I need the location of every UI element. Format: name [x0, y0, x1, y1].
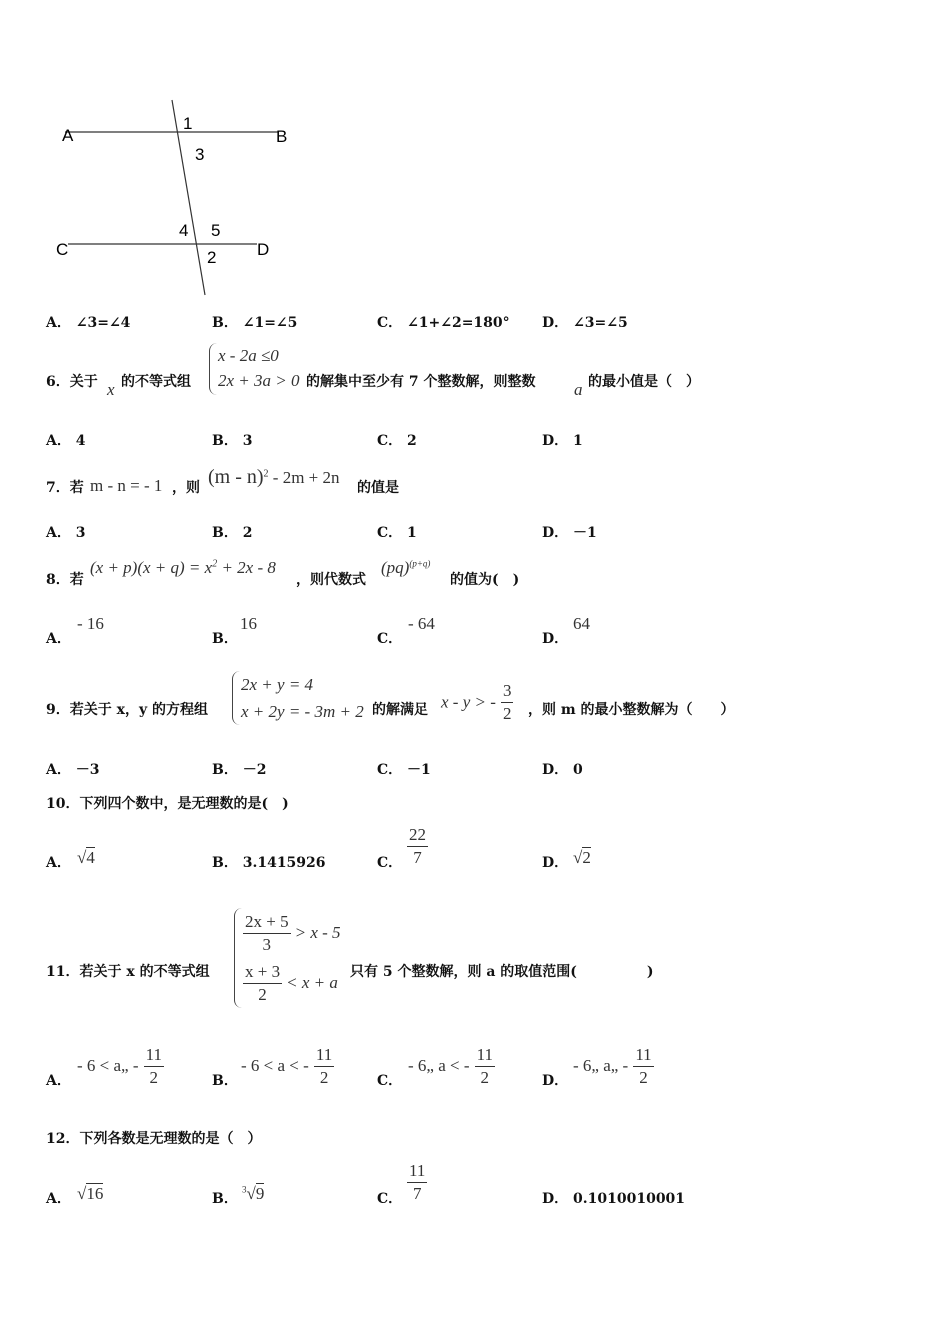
q10-option-d-letter[interactable]: D． — [542, 855, 569, 871]
q9-eq-2: x + 2y = - 3m + 2 — [241, 702, 364, 721]
q8-option-c-value[interactable]: - 64 — [408, 614, 435, 633]
q9-stem-mid: 的解满足 — [372, 702, 428, 718]
q5-option-c[interactable]: C． ∠1+∠2=180° — [377, 315, 510, 331]
q9-option-b[interactable]: B． －2 — [212, 762, 267, 778]
q7-option-b[interactable]: B． 2 — [212, 525, 253, 541]
q6-option-a[interactable]: A． 4 — [46, 433, 86, 449]
parallel-lines-figure — [50, 95, 310, 300]
angle-2: 2 — [207, 248, 217, 267]
q11-stem-prefix: 11．若关于 x 的不等式组 — [46, 964, 210, 980]
q12-option-d[interactable]: D． 0.1010010001 — [542, 1191, 686, 1207]
q5-option-d[interactable]: D． ∠3=∠5 — [542, 315, 628, 331]
q6-option-c[interactable]: C． 2 — [377, 433, 417, 449]
q6-stem-mid: 的不等式组 — [121, 374, 191, 390]
q11-option-b-letter[interactable]: B． — [212, 1073, 238, 1089]
q11-option-a-value[interactable]: - 6 < a„ - $\frac{11}{2}$ — [77, 1045, 162, 1087]
q9-condition: x - y > - $\frac{3}{2}$ — [441, 681, 512, 723]
q11-option-b-value[interactable]: - 6 < a < - $\frac{11}{2}$ — [241, 1045, 333, 1087]
q7-stem-mid: ，则 — [172, 480, 200, 496]
q7-condition: m - n = - 1 — [90, 476, 163, 495]
q8-stem-end: 的值为( ) — [450, 572, 520, 588]
q7-stem-end: 的值是 — [357, 480, 399, 496]
q6-stem-prefix: 6．关于 — [46, 374, 98, 390]
q8-option-b-value[interactable]: 16 — [240, 614, 257, 633]
q8-stem-prefix: 8．若 — [46, 572, 84, 588]
q11-ineq-2: $\frac{x + 3}{2}$ < x + a — [245, 961, 338, 1004]
q7-option-d[interactable]: D． －1 — [542, 525, 597, 541]
label-d: D — [257, 240, 270, 259]
q5-option-b[interactable]: B． ∠1=∠5 — [212, 315, 298, 331]
q12-option-a-letter[interactable]: A． — [46, 1191, 71, 1207]
q10-stem: 10．下列四个数中，是无理数的是( ) — [46, 796, 289, 812]
label-a: A — [62, 126, 74, 145]
q11-option-c-value[interactable]: - 6„ a < - $\frac{11}{2}$ — [408, 1045, 493, 1087]
q7-expression: (m - n)$^2$ - 2m + 2n — [208, 466, 340, 488]
q11-ineq-1: $\frac{2x + 5}{3}$ > x - 5 — [245, 911, 341, 954]
q6-system — [209, 343, 300, 395]
q8-stem-mid: ，则代数式 — [296, 572, 366, 588]
q6-ineq-1: x - 2a ≤0 — [218, 346, 279, 365]
angle-4: 4 — [179, 221, 189, 240]
q9-stem-post: ，则 m 的最小整数解为（ ） — [528, 702, 735, 718]
q11-option-d-value[interactable]: - 6„ a„ - $\frac{11}{2}$ — [573, 1045, 652, 1087]
q9-eq-1: 2x + y = 4 — [241, 675, 314, 694]
q11-option-d-letter[interactable]: D． — [542, 1073, 569, 1089]
q10-option-c-letter[interactable]: C． — [377, 855, 403, 871]
q8-option-d-value[interactable]: 64 — [573, 614, 590, 633]
q6-var-x: x — [107, 380, 115, 399]
q11-stem-post: 只有 5 个整数解，则 a 的取值范围( ) — [350, 964, 654, 980]
q11-system — [234, 908, 341, 1008]
angle-3: 3 — [195, 145, 205, 164]
q8-option-a-value[interactable]: - 16 — [77, 614, 104, 633]
angle-5: 5 — [211, 221, 221, 240]
q8-option-c-letter[interactable]: C． — [377, 631, 403, 647]
q10-option-d-value[interactable]: √2 — [573, 848, 591, 867]
q12-option-c-fraction[interactable]: $\frac{11}{7}$ — [409, 1161, 426, 1203]
q6-stem-post: 的解集中至少有 7 个整数解，则整数 — [306, 374, 536, 390]
q8-equation: $(x + p)(x + q) = x^2 + 2x - 8$ — [90, 558, 276, 577]
label-b: B — [276, 127, 288, 146]
q10-option-a-letter[interactable]: A． — [46, 855, 71, 871]
q5-option-a[interactable]: A． ∠3=∠4 — [46, 315, 131, 331]
q6-option-d[interactable]: D． 1 — [542, 433, 583, 449]
q6-stem-end: 的最小值是（ ） — [588, 374, 700, 390]
q10-option-a-value[interactable]: √4 — [77, 848, 95, 867]
q7-option-c[interactable]: C． 1 — [377, 525, 417, 541]
q6-var-a: a — [574, 380, 583, 399]
q8-expression: (pq)$^{(p+q)}$ — [381, 558, 431, 577]
q6-option-b[interactable]: B． 3 — [212, 433, 253, 449]
q10-option-b[interactable]: B． 3.1415926 — [212, 855, 326, 871]
q9-option-d[interactable]: D． 0 — [542, 762, 583, 778]
q7-stem-prefix: 7．若 — [46, 480, 84, 496]
q9-option-c[interactable]: C． －1 — [377, 762, 431, 778]
q8-option-b-letter[interactable]: B． — [212, 631, 238, 647]
q12-option-c-letter[interactable]: C． — [377, 1191, 403, 1207]
q12-option-b-letter[interactable]: B． — [212, 1191, 238, 1207]
q9-stem-prefix: 9．若关于 x，y 的方程组 — [46, 702, 208, 718]
q8-option-d-letter[interactable]: D． — [542, 631, 569, 647]
q10-option-c-fraction[interactable]: $\frac{22}{7}$ — [409, 825, 426, 867]
q7-option-a[interactable]: A． 3 — [46, 525, 86, 541]
q12-option-a-value[interactable]: √16 — [77, 1184, 104, 1203]
q11-option-a-letter[interactable]: A． — [46, 1073, 71, 1089]
q8-option-a-letter[interactable]: A． — [46, 631, 71, 647]
label-c: C — [56, 240, 69, 259]
q9-option-a[interactable]: A． －3 — [46, 762, 100, 778]
angle-1: 1 — [183, 114, 193, 133]
q11-option-c-letter[interactable]: C． — [377, 1073, 403, 1089]
q6-ineq-2: 2x + 3a > 0 — [218, 371, 300, 390]
q9-system — [232, 671, 364, 725]
q12-option-b-value[interactable]: $^3$√9 — [242, 1184, 265, 1203]
q12-stem: 12．下列各数是无理数的是（ ） — [46, 1131, 262, 1147]
